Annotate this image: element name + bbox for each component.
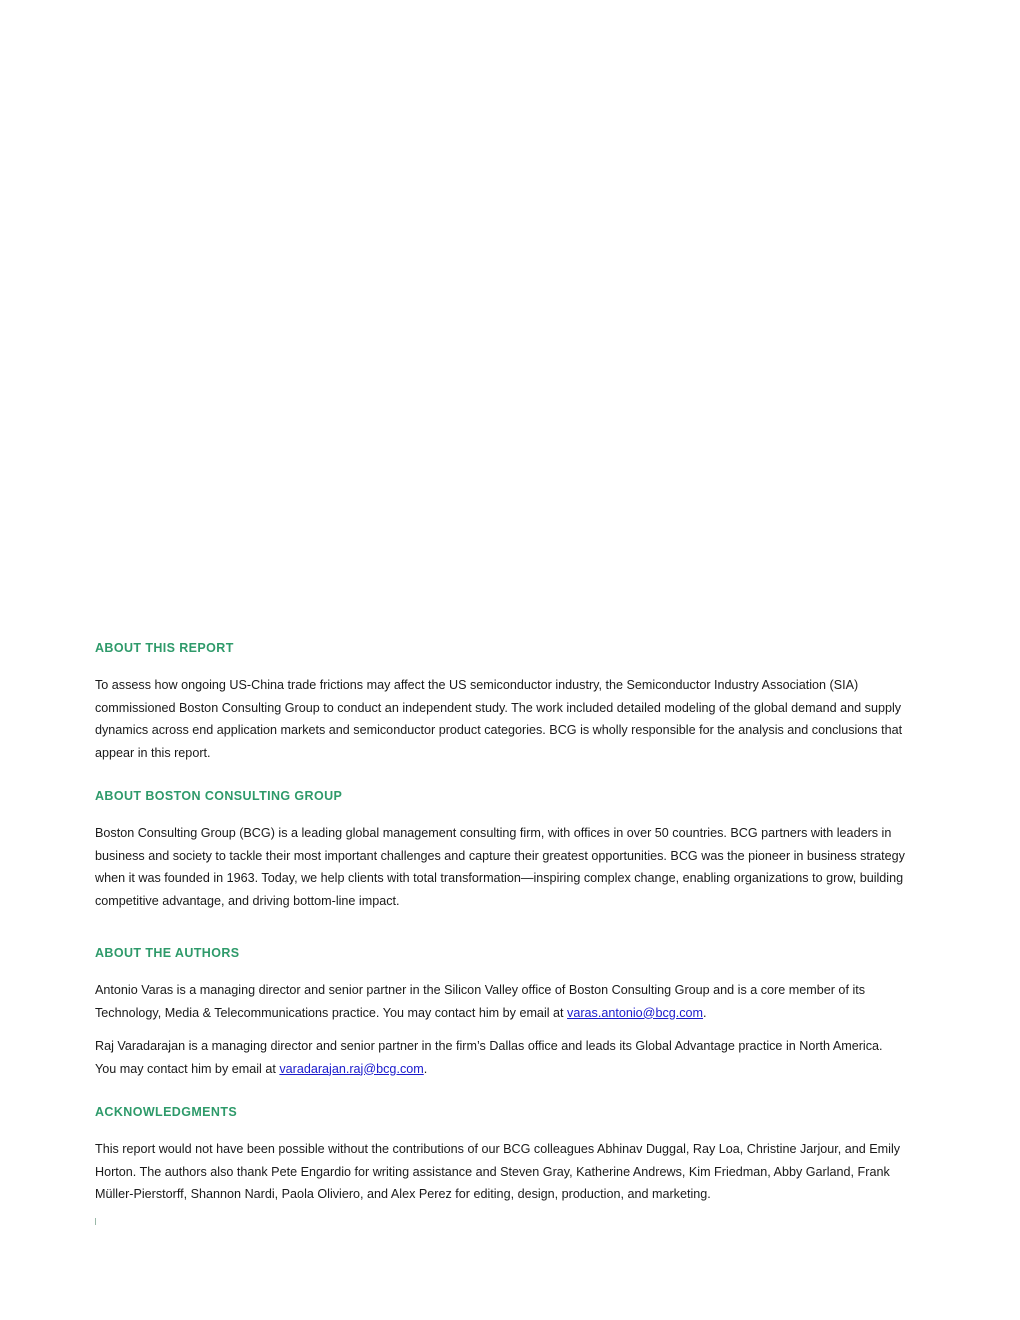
about-bcg-body: Boston Consulting Group (BCG) is a leading global management consulting firm, with offices in over 50 countries. BCG partners with leaders in business and society to tackle their most important challenges and capture their greatest opportunities. BCG was the pioneer in business strategy when it was founded in 1963. Today, we help clients with total transformation—inspiring complex change, enabling organizations to grow, building competitive advantage, and driving bottom-line impact. xyxy=(95,826,905,908)
acknowledgments-body: This report would not have been possible without the contributions of our BCG colleagues Abhinav Duggal, Ray Loa, Christine Jarjour, and Emily Horton. The authors also thank Pete Engardio for writing assistance and Steven Gray, Katherine Andrews, Kim Friedman, Abby Garland, Frank Müller-Pierstorff, Shannon Nardi, Paola Oliviero, and Alex Perez for editing, design, production, and marketing. xyxy=(95,1142,901,1201)
author-raj-varadarajan-bio xyxy=(95,1035,905,1080)
page-mark xyxy=(95,1218,96,1225)
author-1-end: . xyxy=(703,1005,707,1020)
author-1-text: Antonio Varas is a managing director and senior partner in the Silicon Valley office of Boston Consulting Group and is a core member of its Technology, Media & Telecommunications practice. You may contact him by email at xyxy=(95,983,866,1020)
author-1-email-link[interactable]: varas.antonio@bcg.com xyxy=(567,1005,704,1020)
author-2-end: . xyxy=(423,1061,428,1076)
about-authors-heading: ABOUT THE AUTHORS xyxy=(95,946,240,960)
author-2-email-link[interactable]: varadarajan.raj@bcg.com xyxy=(279,1061,424,1076)
about-report-heading: ABOUT THIS REPORT xyxy=(95,641,234,655)
author-2-text: Raj Varadarajan is a managing director and senior partner in the firm’s Dallas office and leads its Global Advantage practice in North America. You may contact him by email at xyxy=(95,1039,883,1076)
about-bcg-heading: ABOUT BOSTON CONSULTING GROUP xyxy=(95,789,343,803)
about-report-body: To assess how ongoing US-China trade frictions may affect the US semiconductor industry, the Semiconductor Industry Association (SIA) commissioned Boston Consulting Group to conduct an independent study. The work included detailed modeling of the global demand and supply dynamics across end application markets and semiconductor product categories. BCG is wholly responsible for the analysis and conclusions that appear in this report. xyxy=(95,678,903,760)
document-body xyxy=(95,639,905,1206)
author-antonio-varas-bio xyxy=(95,979,905,1024)
acknowledgments-heading: ACKNOWLEDGMENTS xyxy=(95,1105,238,1119)
